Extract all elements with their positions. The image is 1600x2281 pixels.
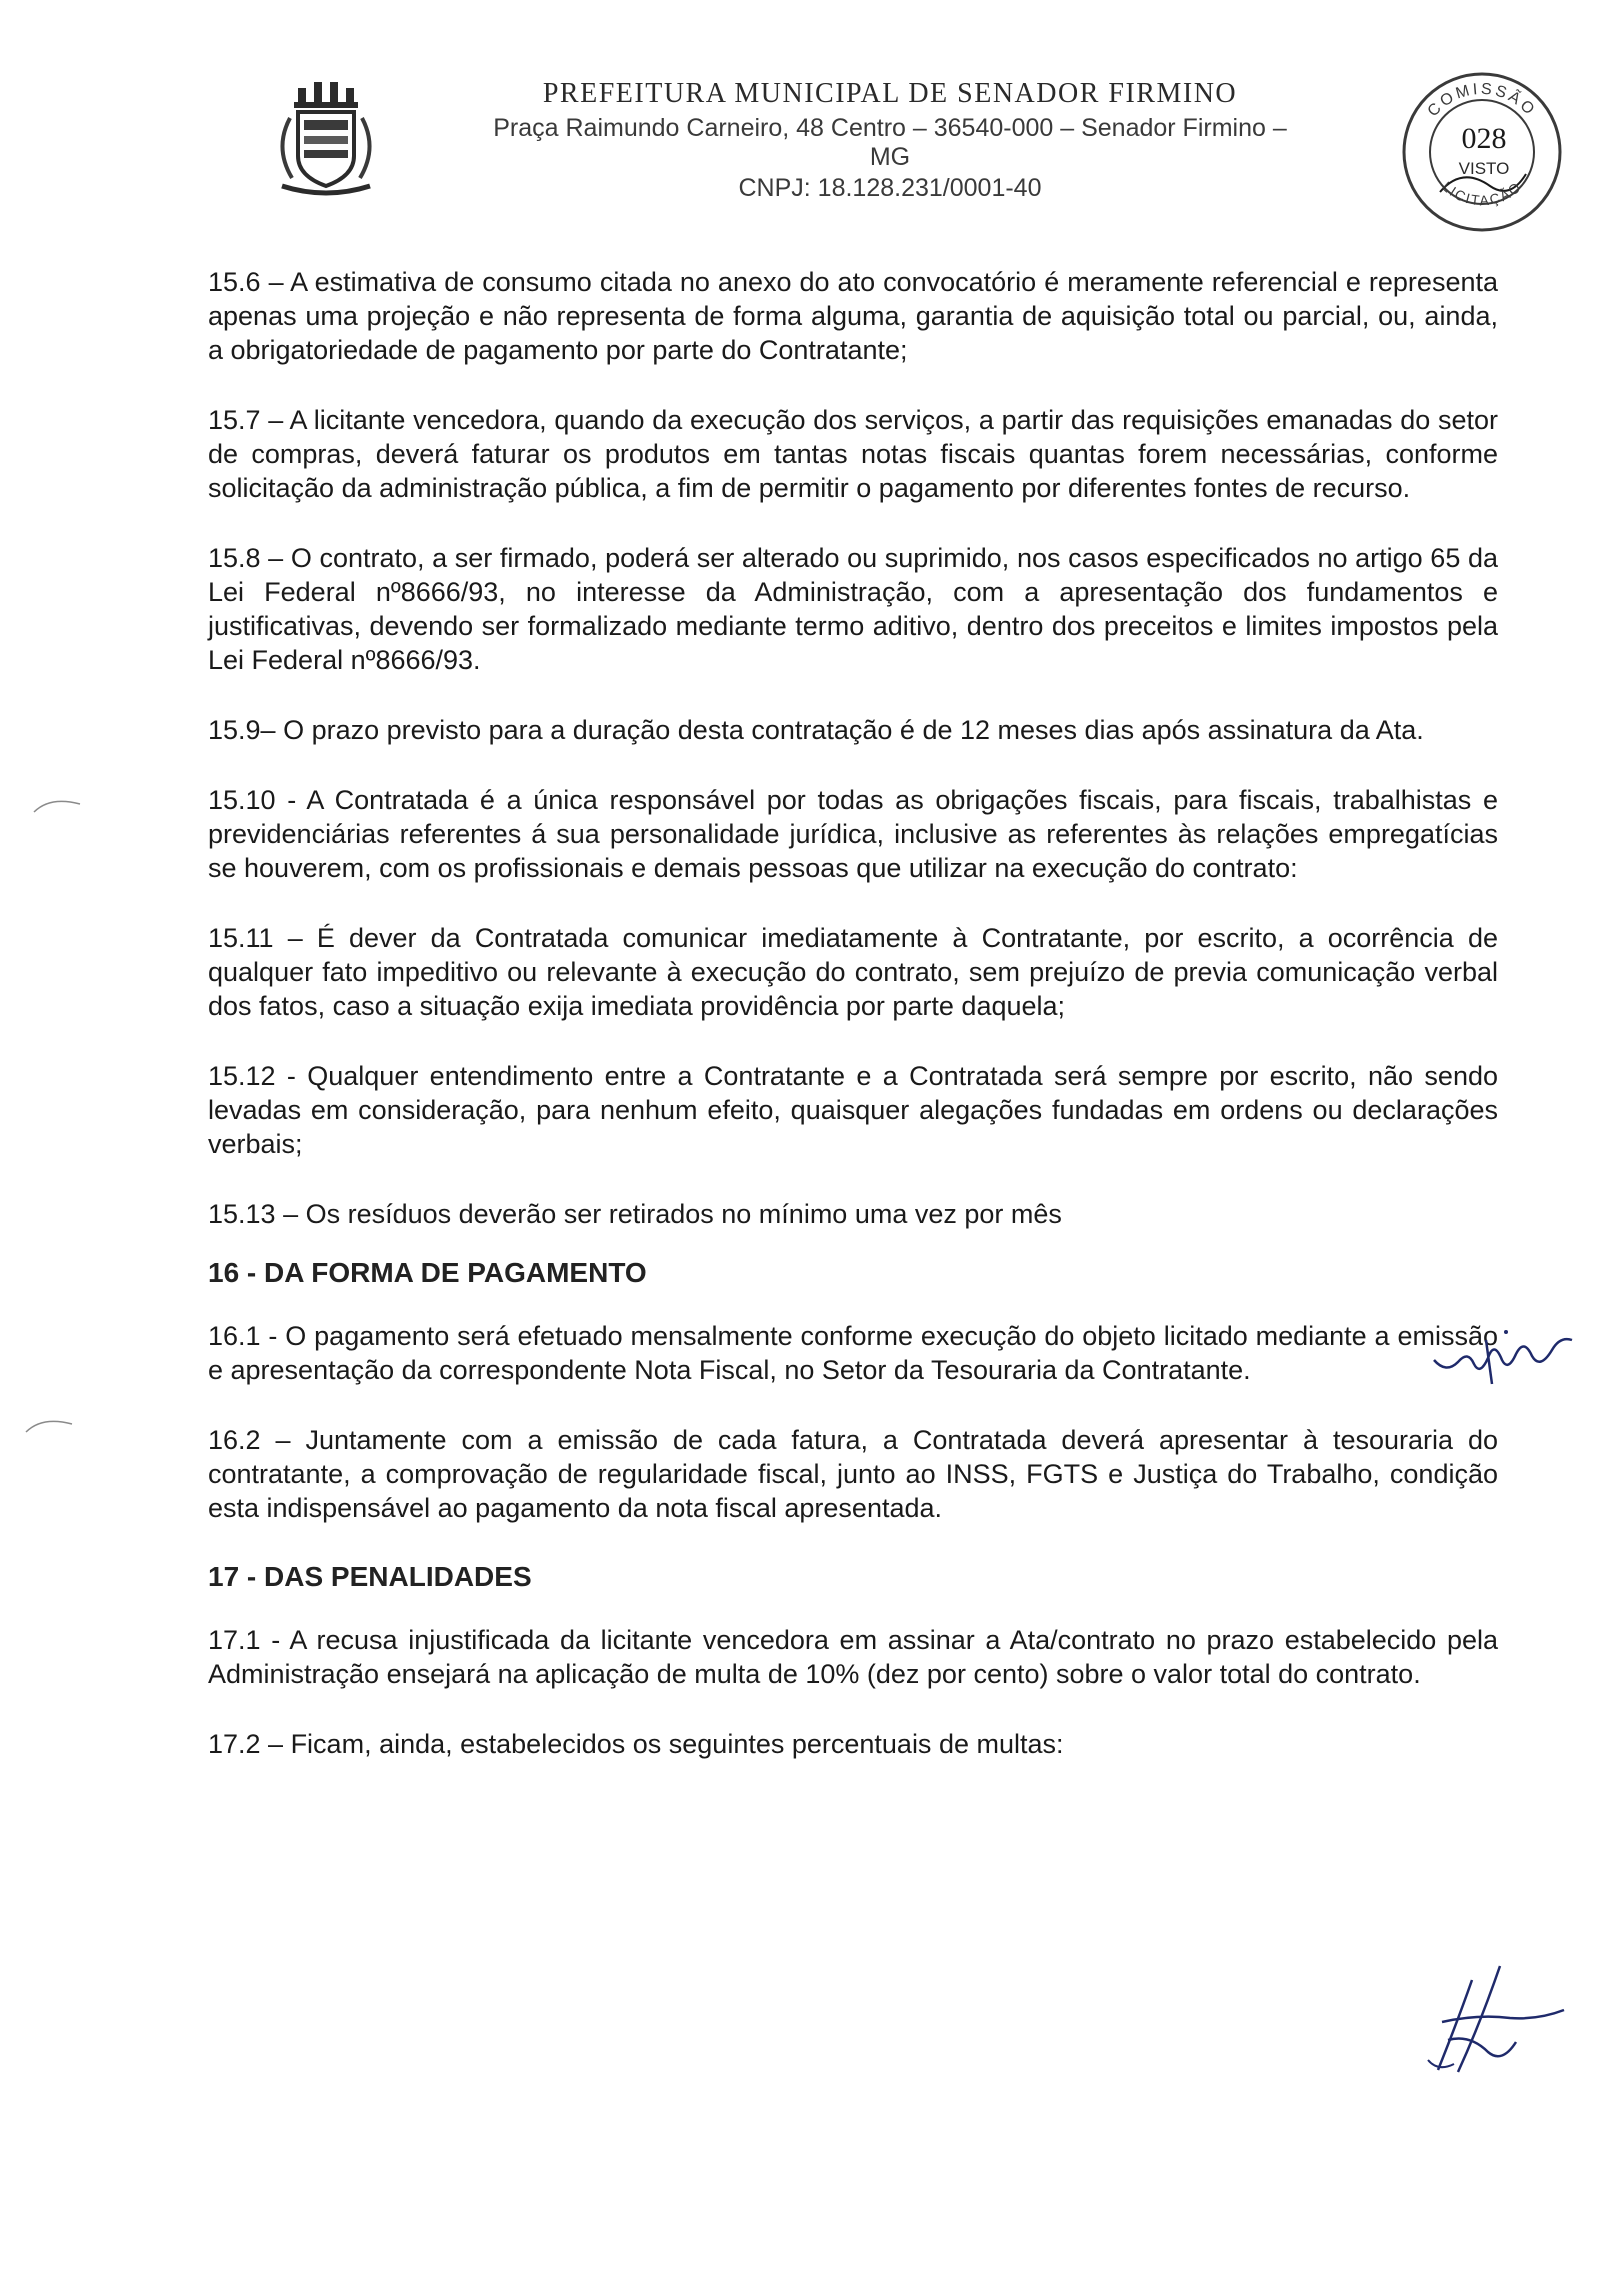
- clause-15-12: 15.12 - Qualquer entendimento entre a Contratante e a Contratada será sempre por escrito, não sendo levadas em consideração, para nenhum efeito, quaisquer alegações fundadas em ordens ou declarações verbais;: [208, 1061, 1498, 1159]
- svg-text:LICITAÇÃO: [1439, 178, 1525, 208]
- stamp-middle-text: VISTO: [1458, 159, 1510, 178]
- municipality-title: PREFEITURA MUNICIPAL DE SENADOR FIRMINO: [542, 78, 1238, 109]
- clause-17-1: 17.1 - A recusa injustificada da licitante vencedora em assinar a Ata/contrato no prazo estabelecido pela Administração ensejará na aplicação de multa de 10% (dez por cento) sobre o valor total do contrato.: [208, 1625, 1498, 1689]
- municipal-crest-icon: [270, 78, 380, 198]
- clause-17-2: 17.2 – Ficam, ainda, estabelecidos os seguintes percentuais de multas:: [208, 1729, 1064, 1759]
- clause-15-9: 15.9– O prazo previsto para a duração desta contratação é de 12 meses dias após assinatura da Ata.: [208, 715, 1424, 745]
- clause-15-7: 15.7 – A licitante vencedora, quando da execução dos serviços, a partir das requisições emanadas do setor de compras, deverá faturar os produtos em tantas notas fiscais quantas forem necessárias, conforme solicitação da administração pública, a fim de permitir o pagamento por diferentes fontes de recurso.: [208, 405, 1498, 503]
- commission-stamp: [1392, 62, 1572, 242]
- margin-mark-icon: [22, 1410, 82, 1440]
- section-16-heading: 16 - DA FORMA DE PAGAMENTO: [208, 1257, 647, 1288]
- stamp-number: 028: [1461, 122, 1507, 155]
- stamp-top-text: COMISSÃO: [1424, 80, 1540, 121]
- clause-15-11: 15.11 – É dever da Contratada comunicar imediatamente à Contratante, por escrito, a ocorrência de qualquer fato impeditivo ou relevante à execução do contrato, sem prejuízo de previa comunicação verbal dos fatos, caso a situação exija imediata providência por parte daquela;: [208, 923, 1498, 1021]
- municipality-address: Praça Raimundo Carneiro, 48 Centro – 36540-000 – Senador Firmino – MG: [493, 114, 1287, 171]
- handwritten-initials-icon: [1428, 1310, 1578, 1390]
- clause-15-6: 15.6 – A estimativa de consumo citada no anexo do ato convocatório é meramente referencial e representa apenas uma projeção e não representa de forma alguma, garantia de aquisição total ou parcial, ou, ainda, a obrigatoriedade de pagamento por parte do Contratante;: [208, 267, 1498, 365]
- margin-mark-icon: [30, 790, 90, 820]
- clause-15-13: 15.13 – Os resíduos deverão ser retirados no mínimo uma vez por mês: [208, 1199, 1062, 1229]
- clause-16-2: 16.2 – Juntamente com a emissão de cada fatura, a Contratada deverá apresentar à tesouraria do contratante, a comprovação de regularidade fiscal, junto ao INSS, FGTS e Justiça do Trabalho, condição esta indispensável ao pagamento da nota fiscal apresentada.: [208, 1425, 1498, 1523]
- section-17-heading: 17 - DAS PENALIDADES: [208, 1561, 532, 1592]
- clause-16-1: 16.1 - O pagamento será efetuado mensalmente conforme execução do objeto licitado mediante a emissão e apresentação da correspondente Nota Fiscal, no Setor da Tesouraria da Contratante.: [208, 1321, 1498, 1385]
- handwritten-signature-icon: [1418, 1960, 1568, 2080]
- municipality-cnpj: CNPJ: 18.128.231/0001-40: [738, 174, 1042, 202]
- document-body: [208, 265, 1498, 1797]
- clause-15-10: 15.10 - A Contratada é a única responsável por todas as obrigações fiscais, para fiscais, trabalhistas e previdenciárias referentes á sua personalidade jurídica, inclusive as referentes às relações empregatícias se houverem, com os profissionais e demais pessoas que utilizar na execução do contrato:: [208, 785, 1498, 883]
- letterhead-text: [470, 68, 1310, 205]
- stamp-bottom-text: LICITAÇÃO: [1439, 178, 1525, 209]
- clause-15-8: 15.8 – O contrato, a ser firmado, poderá ser alterado ou suprimido, nos casos especificados no artigo 65 da Lei Federal nº8666/93, no interesse da Administração, com a apresentação dos fundamentos e justificativas, devendo ser formalizado mediante termo aditivo, dentro dos preceitos e limites impostos pela Lei Federal nº8666/93.: [208, 543, 1498, 675]
- letterhead: [270, 68, 1390, 202]
